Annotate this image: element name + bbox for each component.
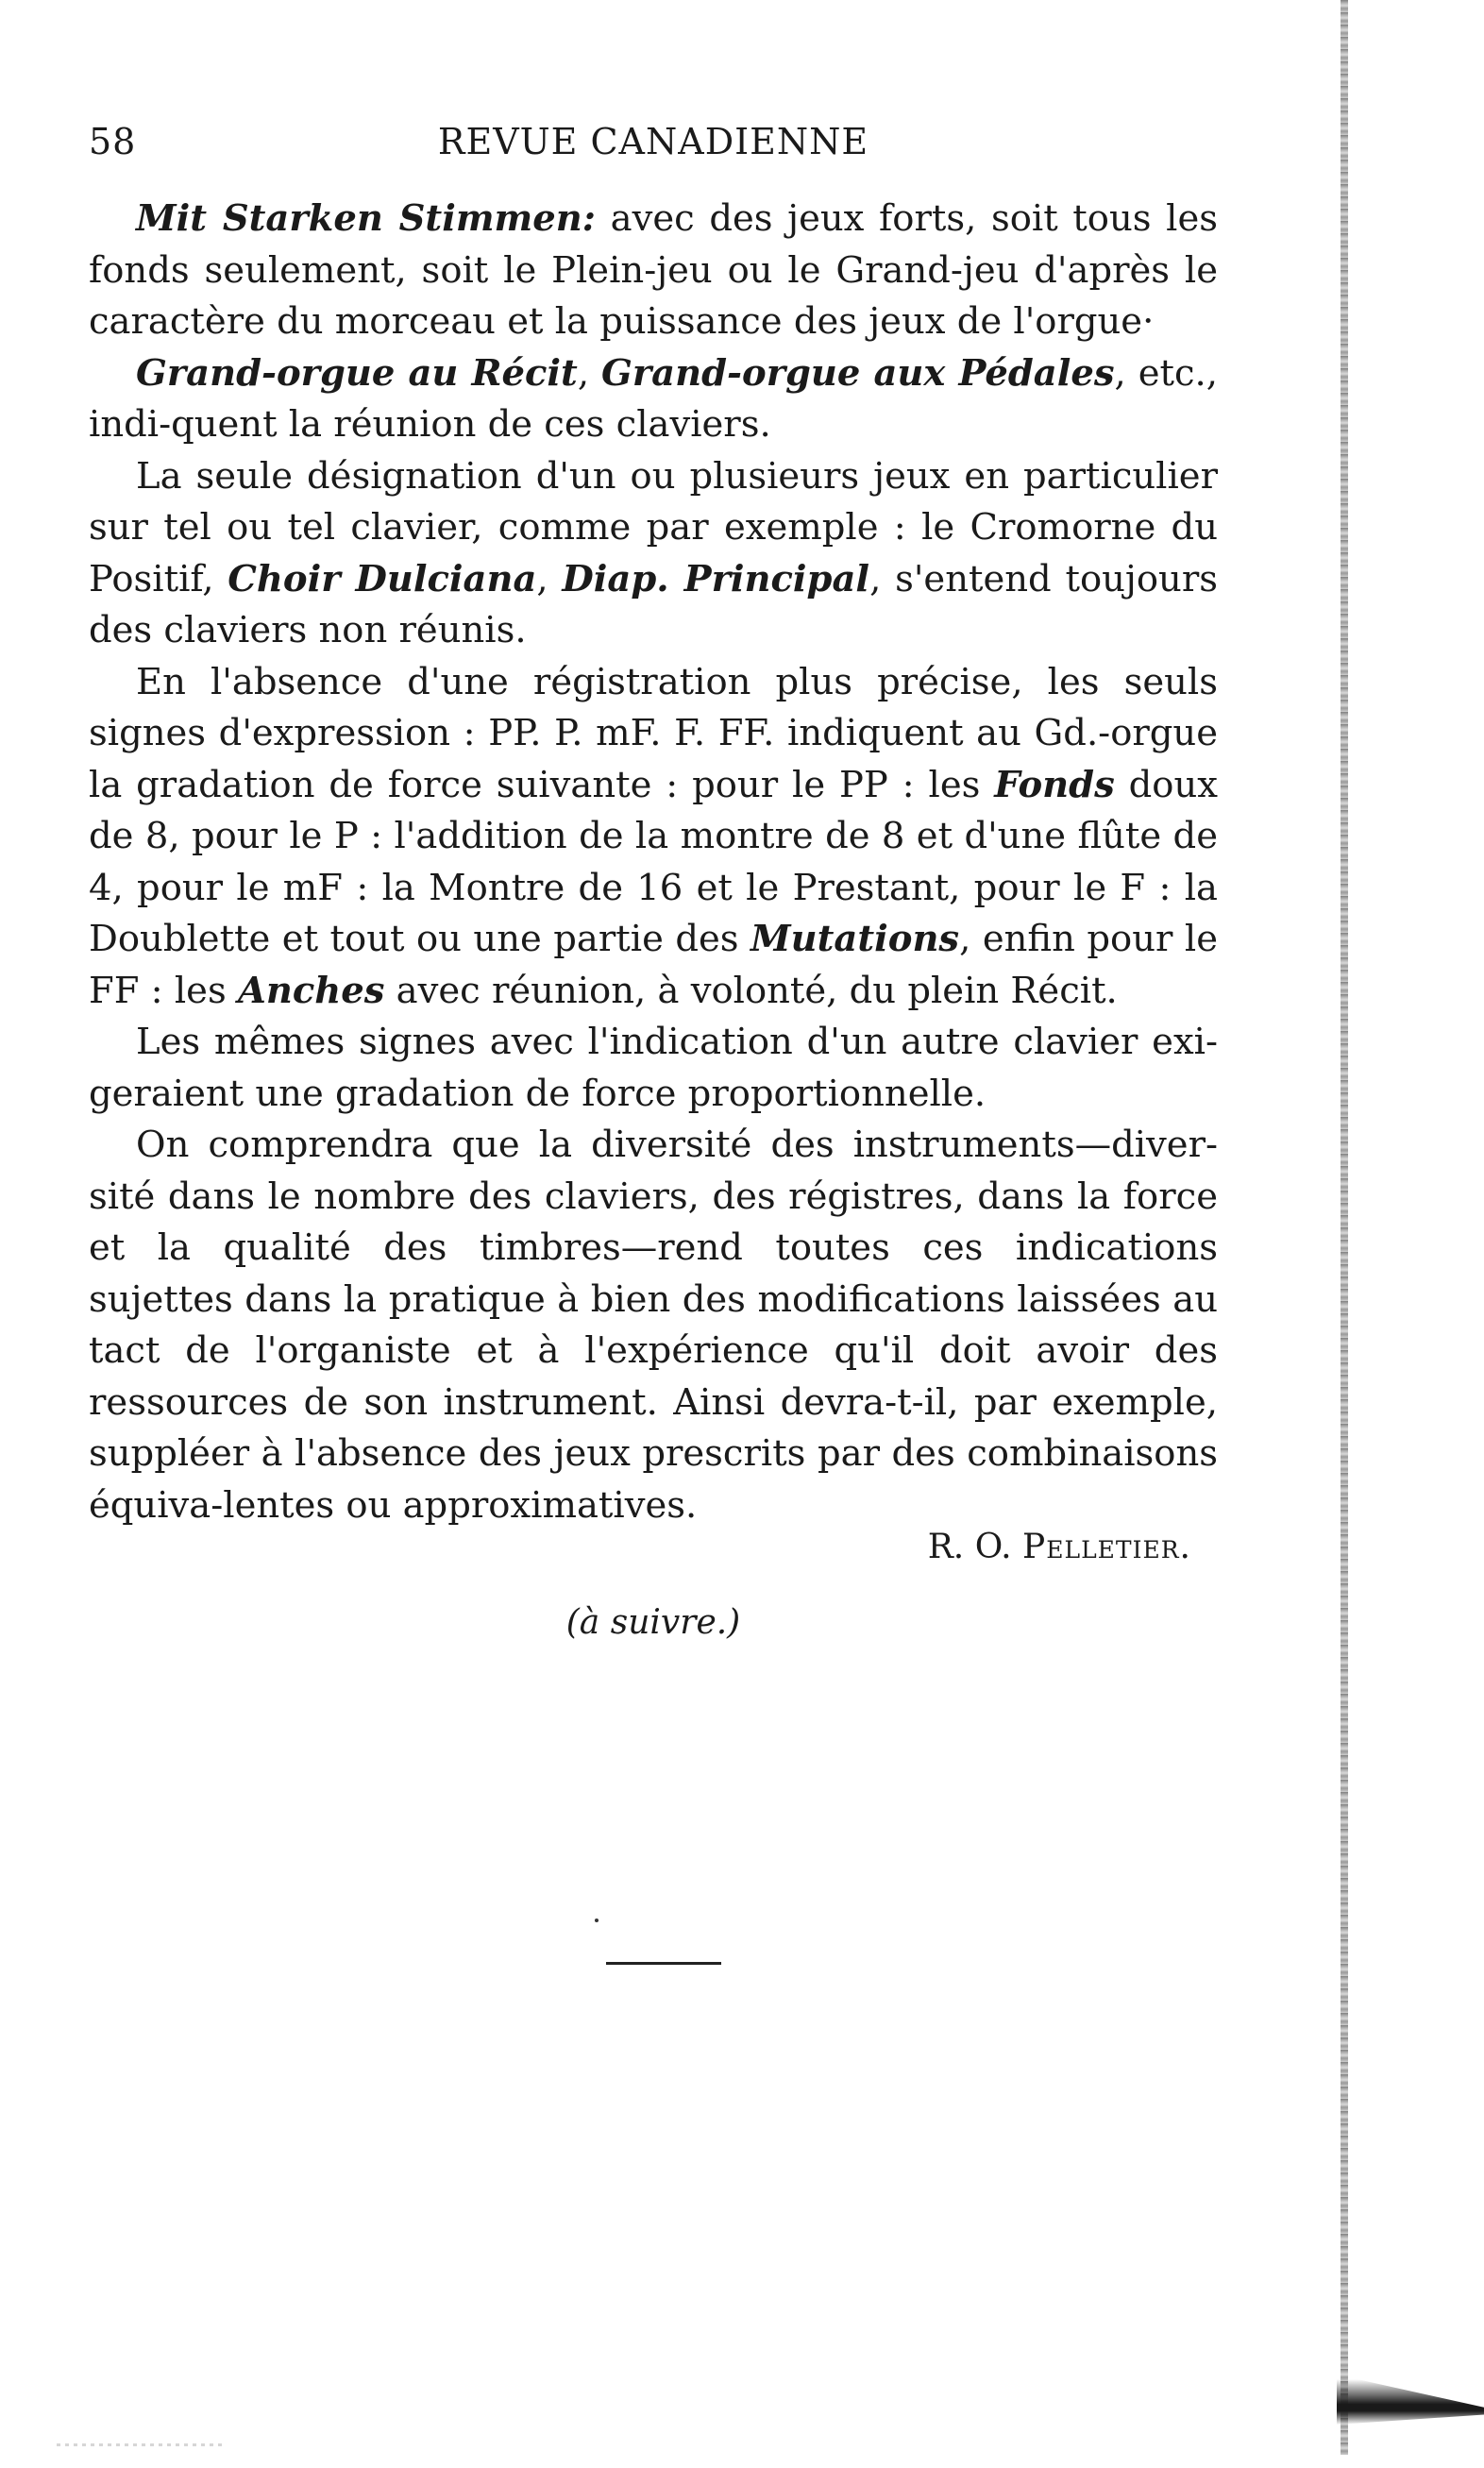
paragraph-2 <box>89 348 1218 451</box>
paragraph-text: En l'absence d'une régistration plus précise, les seuls signes d'expression : PP. P. mF. F. FF. indiquent au Gd.-orgue la gradation de force suivante : pour le PP : les <box>89 660 1218 806</box>
italic-phrase: Anches <box>237 969 385 1012</box>
paragraph-text: La seule désignation d'un ou plusieurs jeux en particulier sur tel ou tel clavier, comme par exemple : le Cromorne du Positif, <box>89 454 1218 600</box>
end-rule <box>606 1962 721 1965</box>
paragraph-4 <box>89 657 1218 1018</box>
stray-dot <box>595 1919 599 1922</box>
paragraph-3 <box>89 451 1218 657</box>
paragraph-text: , etc., indi-quent la réunion de ces claviers. <box>89 351 1218 446</box>
paragraph-text: doux de 8, pour le P : l'addition de la montre de 8 et d'une flûte de 4, pour le mF : la Montre de 16 et le Prestant, pour le F : la Doublette et tout ou une partie des <box>89 763 1218 960</box>
scan-specks <box>57 2443 227 2446</box>
italic-phrase: Fonds <box>994 763 1115 806</box>
page-number: 58 <box>89 121 137 162</box>
paragraph-text: On comprendra que la diversité des instruments—diver-sité dans le nombre des claviers, des régistres, dans la force et la qualité des timbres—rend toutes ces indications sujettes dans la pratique à bien des modifications laissées au tact de l'organiste et à l'expérience qu'il doit avoir des ressources de son instrument. Ainsi devra-t-il, par exemple, suppléer à l'absence des jeux prescrits par des combinaisons équiva-lentes ou approximatives. <box>89 1124 1218 1527</box>
author-signature <box>89 1528 1191 1566</box>
binding-strip <box>1341 0 1348 2455</box>
paragraph-5 <box>89 1017 1218 1120</box>
paragraph-text: , enfin pour le FF : les <box>89 918 1218 1012</box>
separator: , <box>577 351 602 395</box>
italic-phrase: Diap. Principal <box>562 557 870 600</box>
italic-phrase: Grand-orgue au Récit <box>136 351 578 395</box>
author-initials: R. O. <box>927 1528 1022 1566</box>
paragraph-text: avec des jeux forts, soit tous les fonds seulement, soit le Plein-jeu ou le Grand-jeu d'après le caractère du morceau et la puissance des jeux de l'orgue· <box>89 197 1218 343</box>
to-be-continued: (à suivre.) <box>565 1603 741 1642</box>
paragraph-text: Les mêmes signes avec l'indication d'un autre clavier exi-geraient une gradation de force proportionnelle. <box>89 1021 1218 1115</box>
italic-phrase: Choir Dulciana <box>228 557 537 600</box>
italic-phrase: Mit Starken Stimmen: <box>136 197 596 240</box>
italic-phrase: Mutations <box>750 918 960 960</box>
binding-foot <box>1337 2379 1484 2425</box>
separator: , <box>536 557 563 600</box>
paragraph-text: , s'entend toujours des claviers non réunis. <box>89 557 1218 651</box>
running-head <box>89 121 1218 168</box>
paragraph-text: avec réunion, à volonté, du plein Récit. <box>384 969 1118 1012</box>
page-binding-edge <box>1329 0 1484 2468</box>
article-body <box>89 194 1218 1531</box>
journal-title: REVUE CANADIENNE <box>437 121 869 162</box>
author-surname: Pelletier. <box>1022 1528 1191 1566</box>
paragraph-1 <box>89 194 1218 348</box>
paragraph-6 <box>89 1120 1218 1531</box>
italic-phrase: Grand-orgue aux Pédales <box>601 351 1115 395</box>
